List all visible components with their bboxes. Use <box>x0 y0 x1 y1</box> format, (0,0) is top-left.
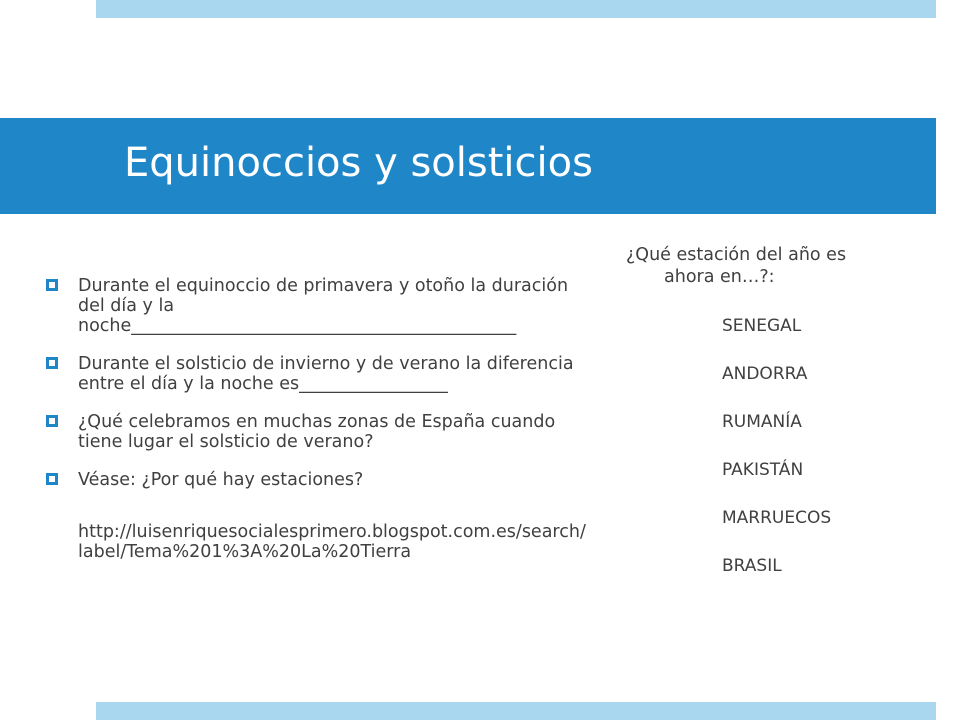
bullet-item <box>46 470 586 490</box>
bullet-item <box>46 354 586 394</box>
country-item: SENEGAL <box>722 316 802 336</box>
country-item: ANDORRA <box>722 364 808 384</box>
bullet-item <box>46 412 586 452</box>
country-item: MARRUECOS <box>722 508 832 528</box>
question-line-2: ahora en…?: <box>664 267 775 287</box>
country-list <box>722 316 831 604</box>
square-bullet-icon <box>46 279 58 291</box>
season-question <box>626 244 916 288</box>
bullet-text: Véase: ¿Por qué hay estaciones? <box>78 470 364 490</box>
bullet-item <box>46 276 586 336</box>
bullet-text: Durante el solsticio de invierno y de verano la diferencia entre el día y la noche es_________________ <box>78 354 574 394</box>
question-line-1: ¿Qué estación del año es <box>626 245 847 265</box>
square-bullet-icon <box>46 415 58 427</box>
country-item: RUMANÍA <box>722 412 802 432</box>
top-decorative-bar <box>96 0 936 18</box>
reference-link[interactable]: http://luisenriquesocialesprimero.blogspot.com.es/search/label/Tema%201%3A%20La%20Tierra <box>78 522 586 562</box>
bullet-text: ¿Qué celebramos en muchas zonas de España cuando tiene lugar el solsticio de verano? <box>78 412 556 452</box>
square-bullet-icon <box>46 357 58 369</box>
slide-title: Equinoccios y solsticios <box>124 140 593 186</box>
country-item: BRASIL <box>722 556 782 576</box>
country-item: PAKISTÁN <box>722 460 804 480</box>
square-bullet-icon <box>46 473 58 485</box>
bottom-decorative-bar <box>96 702 936 720</box>
bullet-text: Durante el equinoccio de primavera y otoño la duración del día y la noche____________________________________________ <box>78 276 569 336</box>
bullet-list <box>46 276 586 562</box>
